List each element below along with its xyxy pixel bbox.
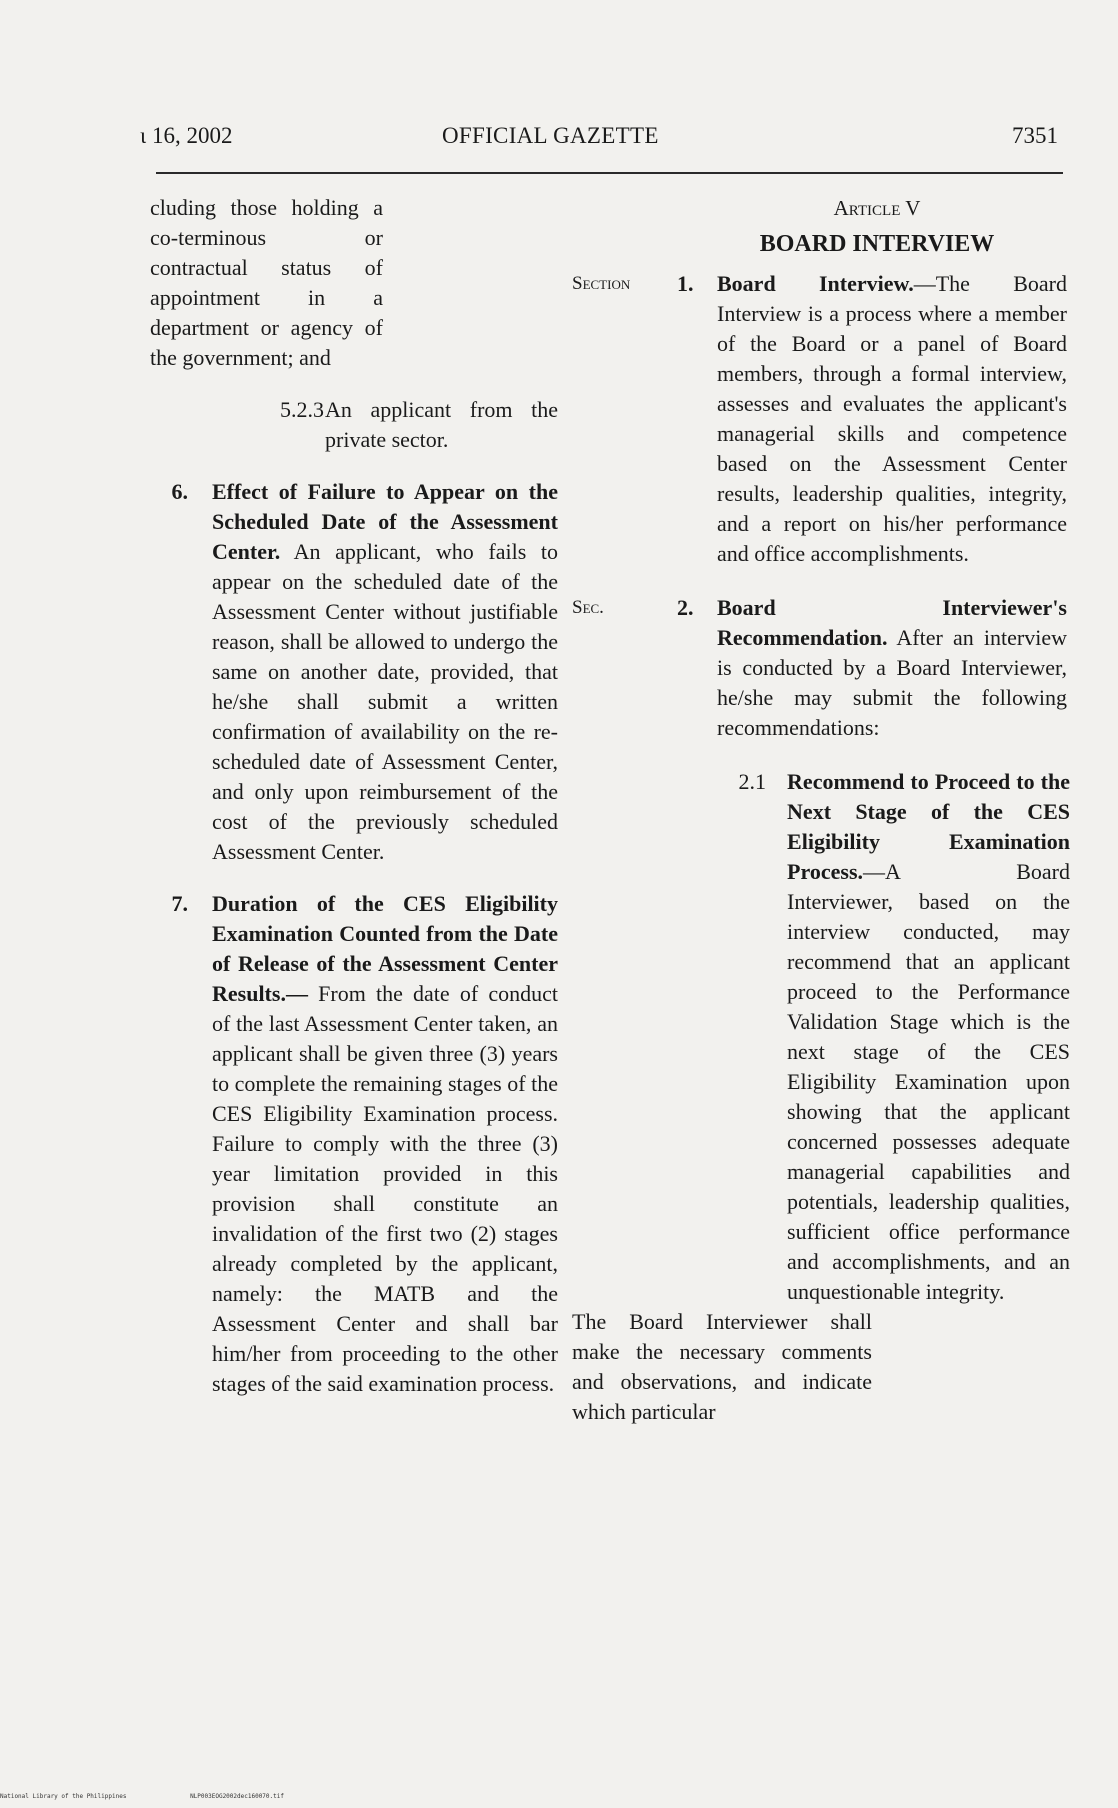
- footer-library: National Library of the Philippines: [0, 1793, 127, 1800]
- section-heading: Board Interview.: [717, 271, 914, 296]
- section-1: [572, 269, 1070, 569]
- subsection-5-2-3: [150, 395, 558, 455]
- section-label: Sec.: [572, 597, 604, 618]
- item-number: 7.: [171, 891, 188, 916]
- section-text: [717, 593, 1067, 743]
- item-heading: Effect of Failure to Appear on the Scheduled Date of the Assessment Center.: [212, 479, 558, 564]
- section-heading: Board Interviewer's Recommendation.: [717, 595, 1067, 650]
- closing-paragraph: The Board Interviewer shall make the necessary comments and observations, and indicate which particular: [572, 1309, 872, 1424]
- item-6: [150, 477, 558, 867]
- article-number: Article V: [833, 196, 921, 220]
- header-rule: [156, 172, 1063, 174]
- subsection-text: An applicant from the private sector.: [325, 397, 558, 452]
- subsection-text: [787, 767, 1070, 1307]
- scan-footer: [0, 1793, 344, 1800]
- section-label: Section: [572, 273, 631, 294]
- subsection-2-1: [717, 767, 1070, 1307]
- subsection-number: 2.1: [738, 769, 767, 794]
- section-number: 2.: [677, 595, 694, 620]
- continuation-text: cluding those holding a co-terminous or contractual status of appointment in a department or agency of the government; and: [150, 195, 383, 370]
- article-heading: [682, 193, 1072, 259]
- right-column: [572, 193, 1070, 1427]
- header-page-number: 7351: [1012, 123, 1058, 148]
- section-2: [572, 593, 1070, 743]
- item-body: From the date of conduct of the last Assessment Center taken, an applicant shall be given three (3) years to complete the remaining stages of the CES Eligibility Examination process. Failure to comply with the three (3) year limitation provided in this provision shall constitute an invalidation of the first two (2) stages already completed by the applicant, namely: the MATB and the Assessment Center and shall bar him/her from proceeding to the other stages of the said examination process.: [212, 981, 559, 1396]
- item-text: [212, 477, 558, 867]
- left-column: [150, 193, 558, 1399]
- subsection-heading: Recommend to Proceed to the Next Stage of the CES Eligibility Examination Process.: [787, 769, 1070, 884]
- item-heading: Duration of the CES Eligibility Examination Counted from the Date of Release of the Assessment Center Results.—: [212, 891, 558, 1006]
- section-body: —The Board Interview is a process where a member of the Board or a panel of Board members, through a formal interview, assesses and evaluates the applicant's managerial skills and competence based on the Assessment Center results, leadership qualities, integrity, and a report on his/her performance and office accomplishments.: [717, 271, 1067, 566]
- header-title: OFFICIAL GAZETTE: [442, 123, 659, 148]
- header-date: ɩ 16, 2002: [140, 123, 233, 148]
- item-body: An applicant, who fails to appear on the scheduled date of the Assessment Center without justifiable reason, shall be allowed to undergo the same on another date, provided, that he/she shall submit a written confirmation of availability on the re-scheduled date of Assessment Center, and only upon reimbursement of the cost of the previously scheduled Assessment Center.: [212, 539, 558, 864]
- item-text: [212, 889, 558, 1399]
- item-number: 6.: [171, 479, 188, 504]
- subsection-number: 5.2.3: [280, 397, 324, 422]
- item-7: [150, 889, 558, 1399]
- section-body: After an interview is conducted by a Board Interviewer, he/she may submit the following recommendations:: [717, 625, 1067, 740]
- section-number: 1.: [677, 271, 694, 296]
- section-text: [717, 269, 1067, 569]
- article-title: BOARD INTERVIEW: [759, 231, 995, 257]
- subsection-body: —A Board Interviewer, based on the interview conducted, may recommend that an applicant proceed to the Performance Validation Stage which is the next stage of the CES Eligibility Examination upon showing that the applicant concerned possesses adequate managerial capabilities and potentials, leadership qualities, sufficient office performance and accomplishments, and an unquestionable integrity.: [787, 859, 1070, 1304]
- footer-file: NLP003EOG2002dec160070.tif: [190, 1793, 284, 1800]
